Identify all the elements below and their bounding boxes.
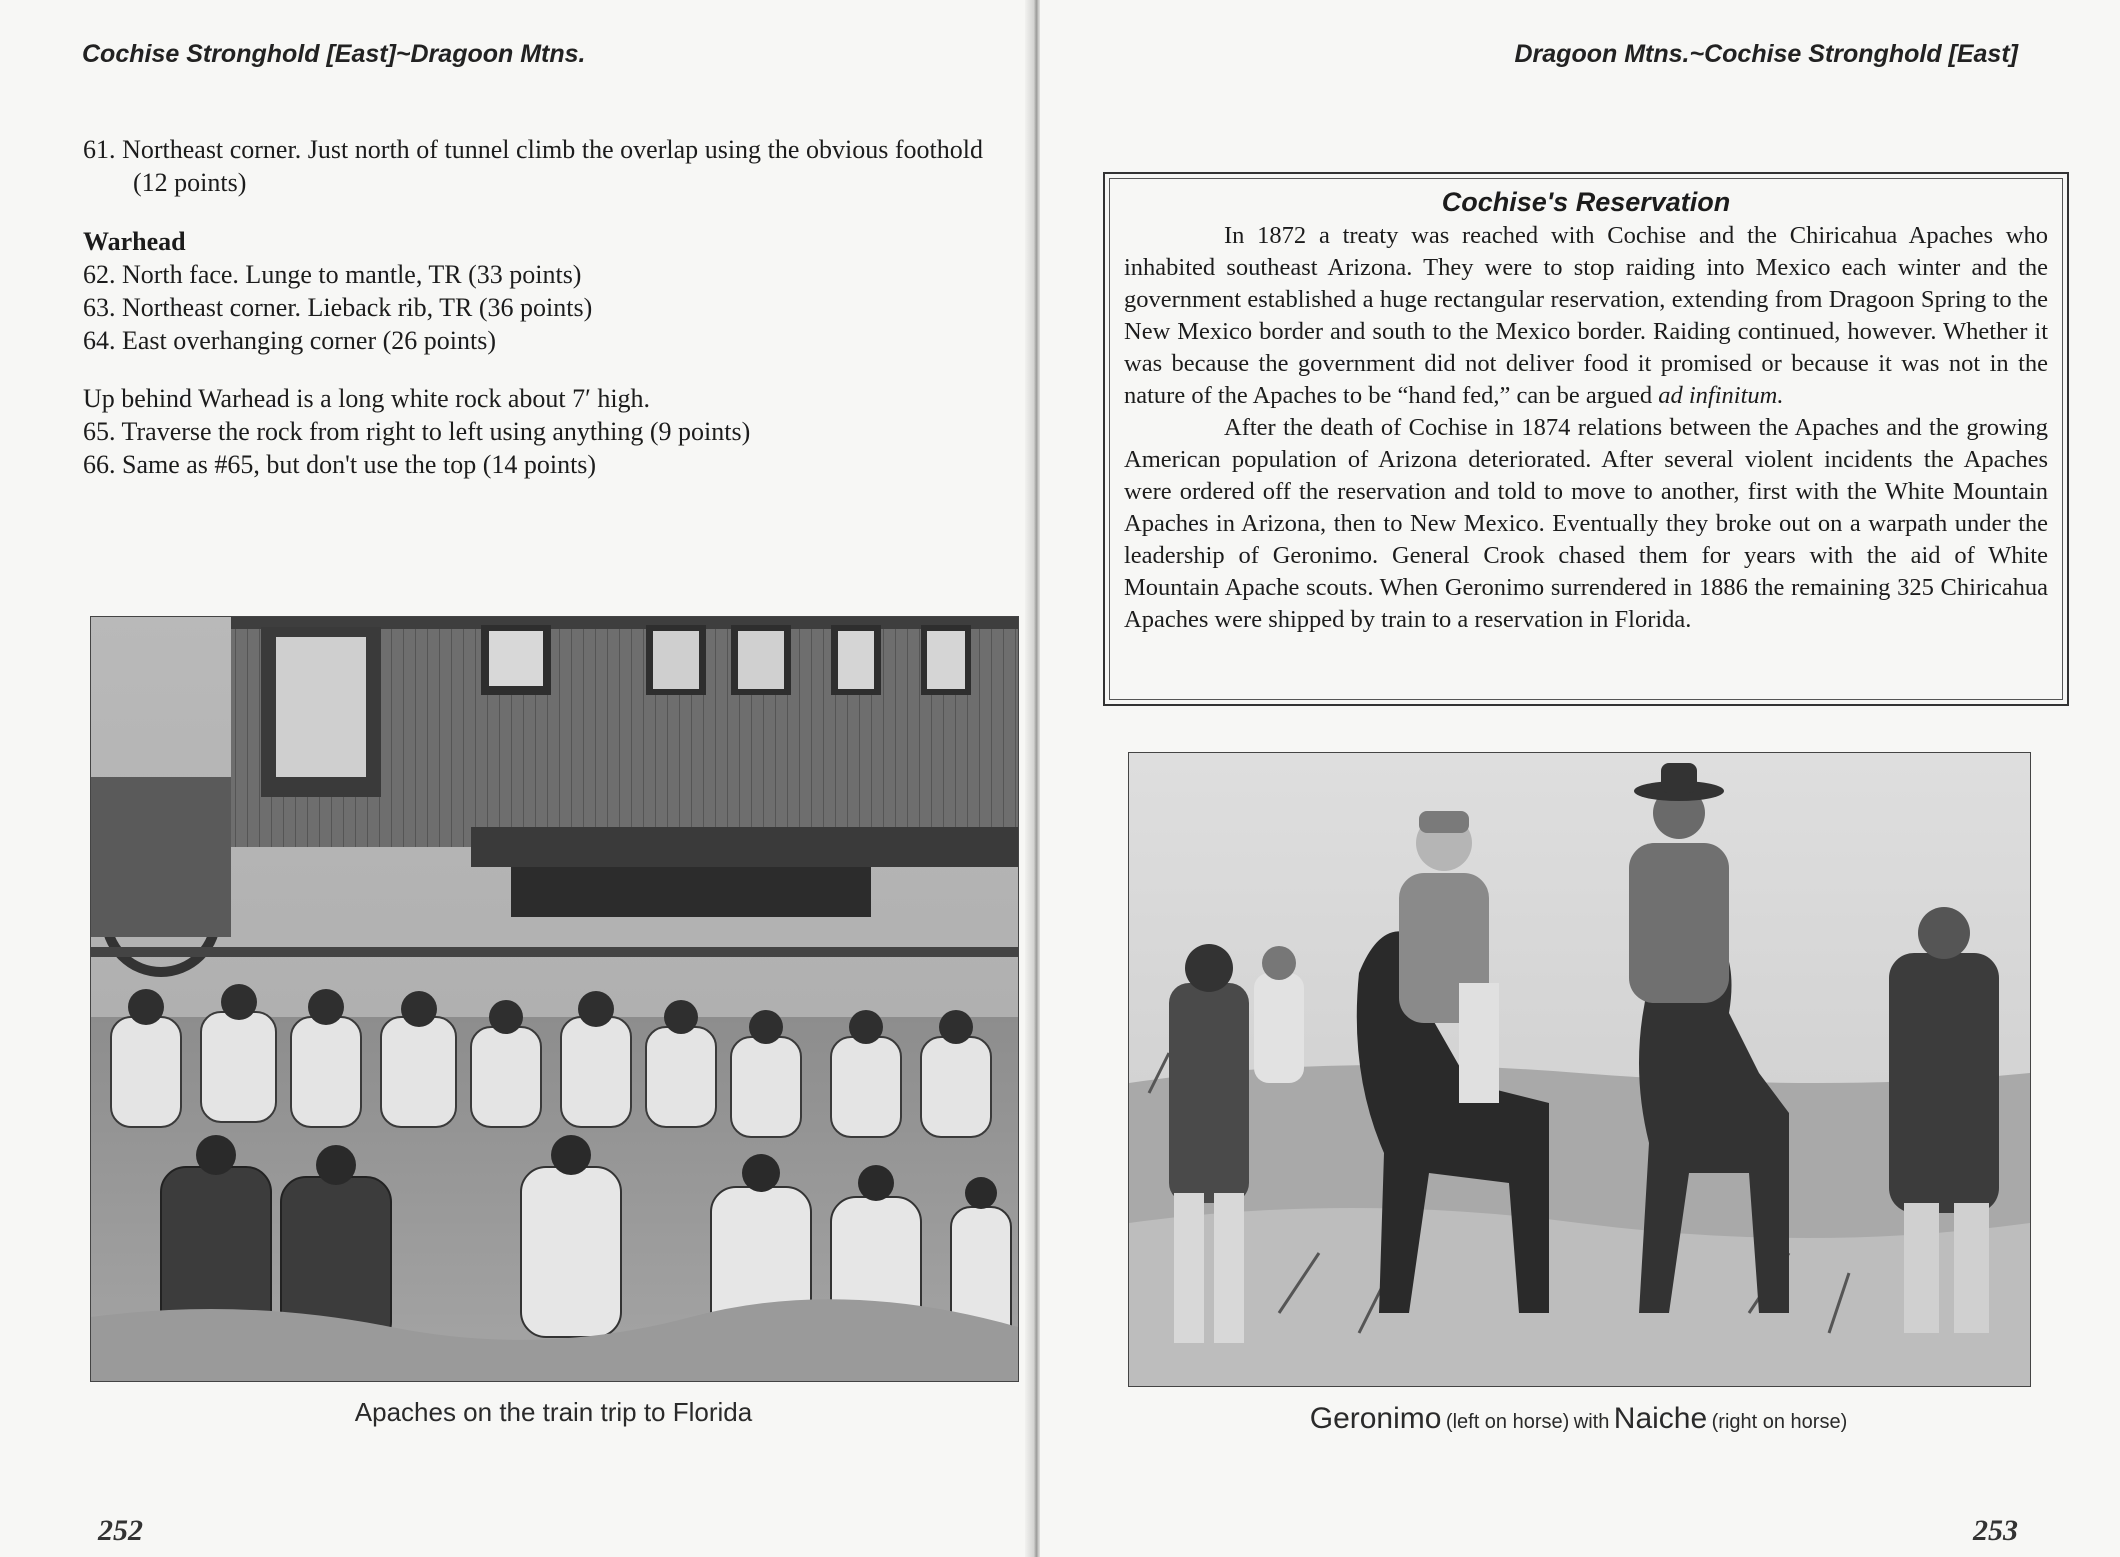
problem-number: 62.: [83, 260, 116, 289]
problem-61: [83, 133, 983, 199]
problem-63: [83, 291, 983, 324]
sidebar-paragraph-1-italic: ad infinitum.: [1658, 382, 1784, 409]
sidebar-title: Cochise's Reservation: [1441, 187, 1731, 217]
problem-text: North face. Lunge to mantle, TR (33 points): [122, 260, 582, 289]
caption-note-left: (left on horse): [1445, 1411, 1570, 1433]
geronimo-photo: [1128, 752, 2031, 1387]
page-number-left: 252: [98, 1514, 143, 1547]
problem-66: [83, 448, 983, 481]
right-page: [1040, 0, 2120, 1557]
problem-text: Northeast corner. Lieback rib, TR (36 points): [122, 293, 593, 322]
train-photo-caption: Apaches on the train trip to Florida: [354, 1397, 753, 1427]
problem-number: 61.: [83, 135, 116, 164]
sidebar-box: [1103, 172, 2069, 706]
problem-number: 66.: [83, 450, 116, 479]
problem-text: Traverse the rock from right to left using anything (9 points): [121, 417, 751, 446]
caption-with: with: [1573, 1411, 1610, 1433]
problem-text: East overhanging corner (26 points): [122, 326, 497, 355]
train-photo: [90, 616, 1019, 1382]
left-running-head: Cochise Stronghold [East]~Dragoon Mtns.: [82, 40, 586, 68]
problem-64: [83, 324, 983, 357]
problem-62: [83, 258, 983, 291]
section-title-warhead: Warhead: [83, 227, 186, 256]
sidebar-paragraph-2: After the death of Cochise in 1874 relations between the Apaches and the growing American population of Arizona deteriorated. After several violent incidents the Apaches were ordered off the reservation and told to move to another, first with the White Mountain Apaches in Arizona, then to New Mexico. Eventually they broke out on a warpath under the leadership of Geronimo. General Crook chased them for years with the aid of White Mountain Apache scouts. When Geronimo surrendered in 1886 the remaining 325 Chiricahua Apaches were shipped by train to a reservation in Florida.: [1124, 414, 2048, 633]
sidebar-paragraph-1-text: In 1872 a treaty was reached with Cochise and the Chiricahua Apaches who inhabited southeast Arizona. They were to stop raiding into Mexico each winter and the government established a huge rectangular reservation, extending from Dragoon Spring to the New Mexico border and south to the Mexico border. Raiding continued, however. Whether it was because the government did not deliver food it promised or because it was not in the nature of the Apaches to be “hand fed,” can be argued: [1124, 222, 2048, 409]
caption-name-naiche: Naiche: [1613, 1402, 1708, 1435]
problem-text: Same as #65, but don't use the top (14 points): [122, 450, 597, 479]
left-body-text: [83, 133, 983, 481]
sidebar-inner: [1109, 178, 2063, 700]
left-page: [0, 0, 1035, 1557]
problem-number: 65.: [83, 417, 116, 446]
problem-number: 64.: [83, 326, 116, 355]
geronimo-photo-caption: [1128, 1402, 2029, 1436]
problem-number: 63.: [83, 293, 116, 322]
caption-name-geronimo: Geronimo: [1309, 1402, 1442, 1435]
caption-note-right: (right on horse): [1711, 1411, 1848, 1433]
problem-65: [83, 415, 983, 448]
page-number-right: 253: [1973, 1514, 2018, 1547]
right-running-head: Dragoon Mtns.~Cochise Stronghold [East]: [1514, 40, 2018, 68]
warhead-intro: Up behind Warhead is a long white rock about 7′ high.: [83, 384, 651, 413]
problem-text: Northeast corner. Just north of tunnel climb the overlap using the obvious foothold (12 points): [122, 135, 983, 197]
sidebar-paragraph-1: [1124, 220, 2048, 412]
